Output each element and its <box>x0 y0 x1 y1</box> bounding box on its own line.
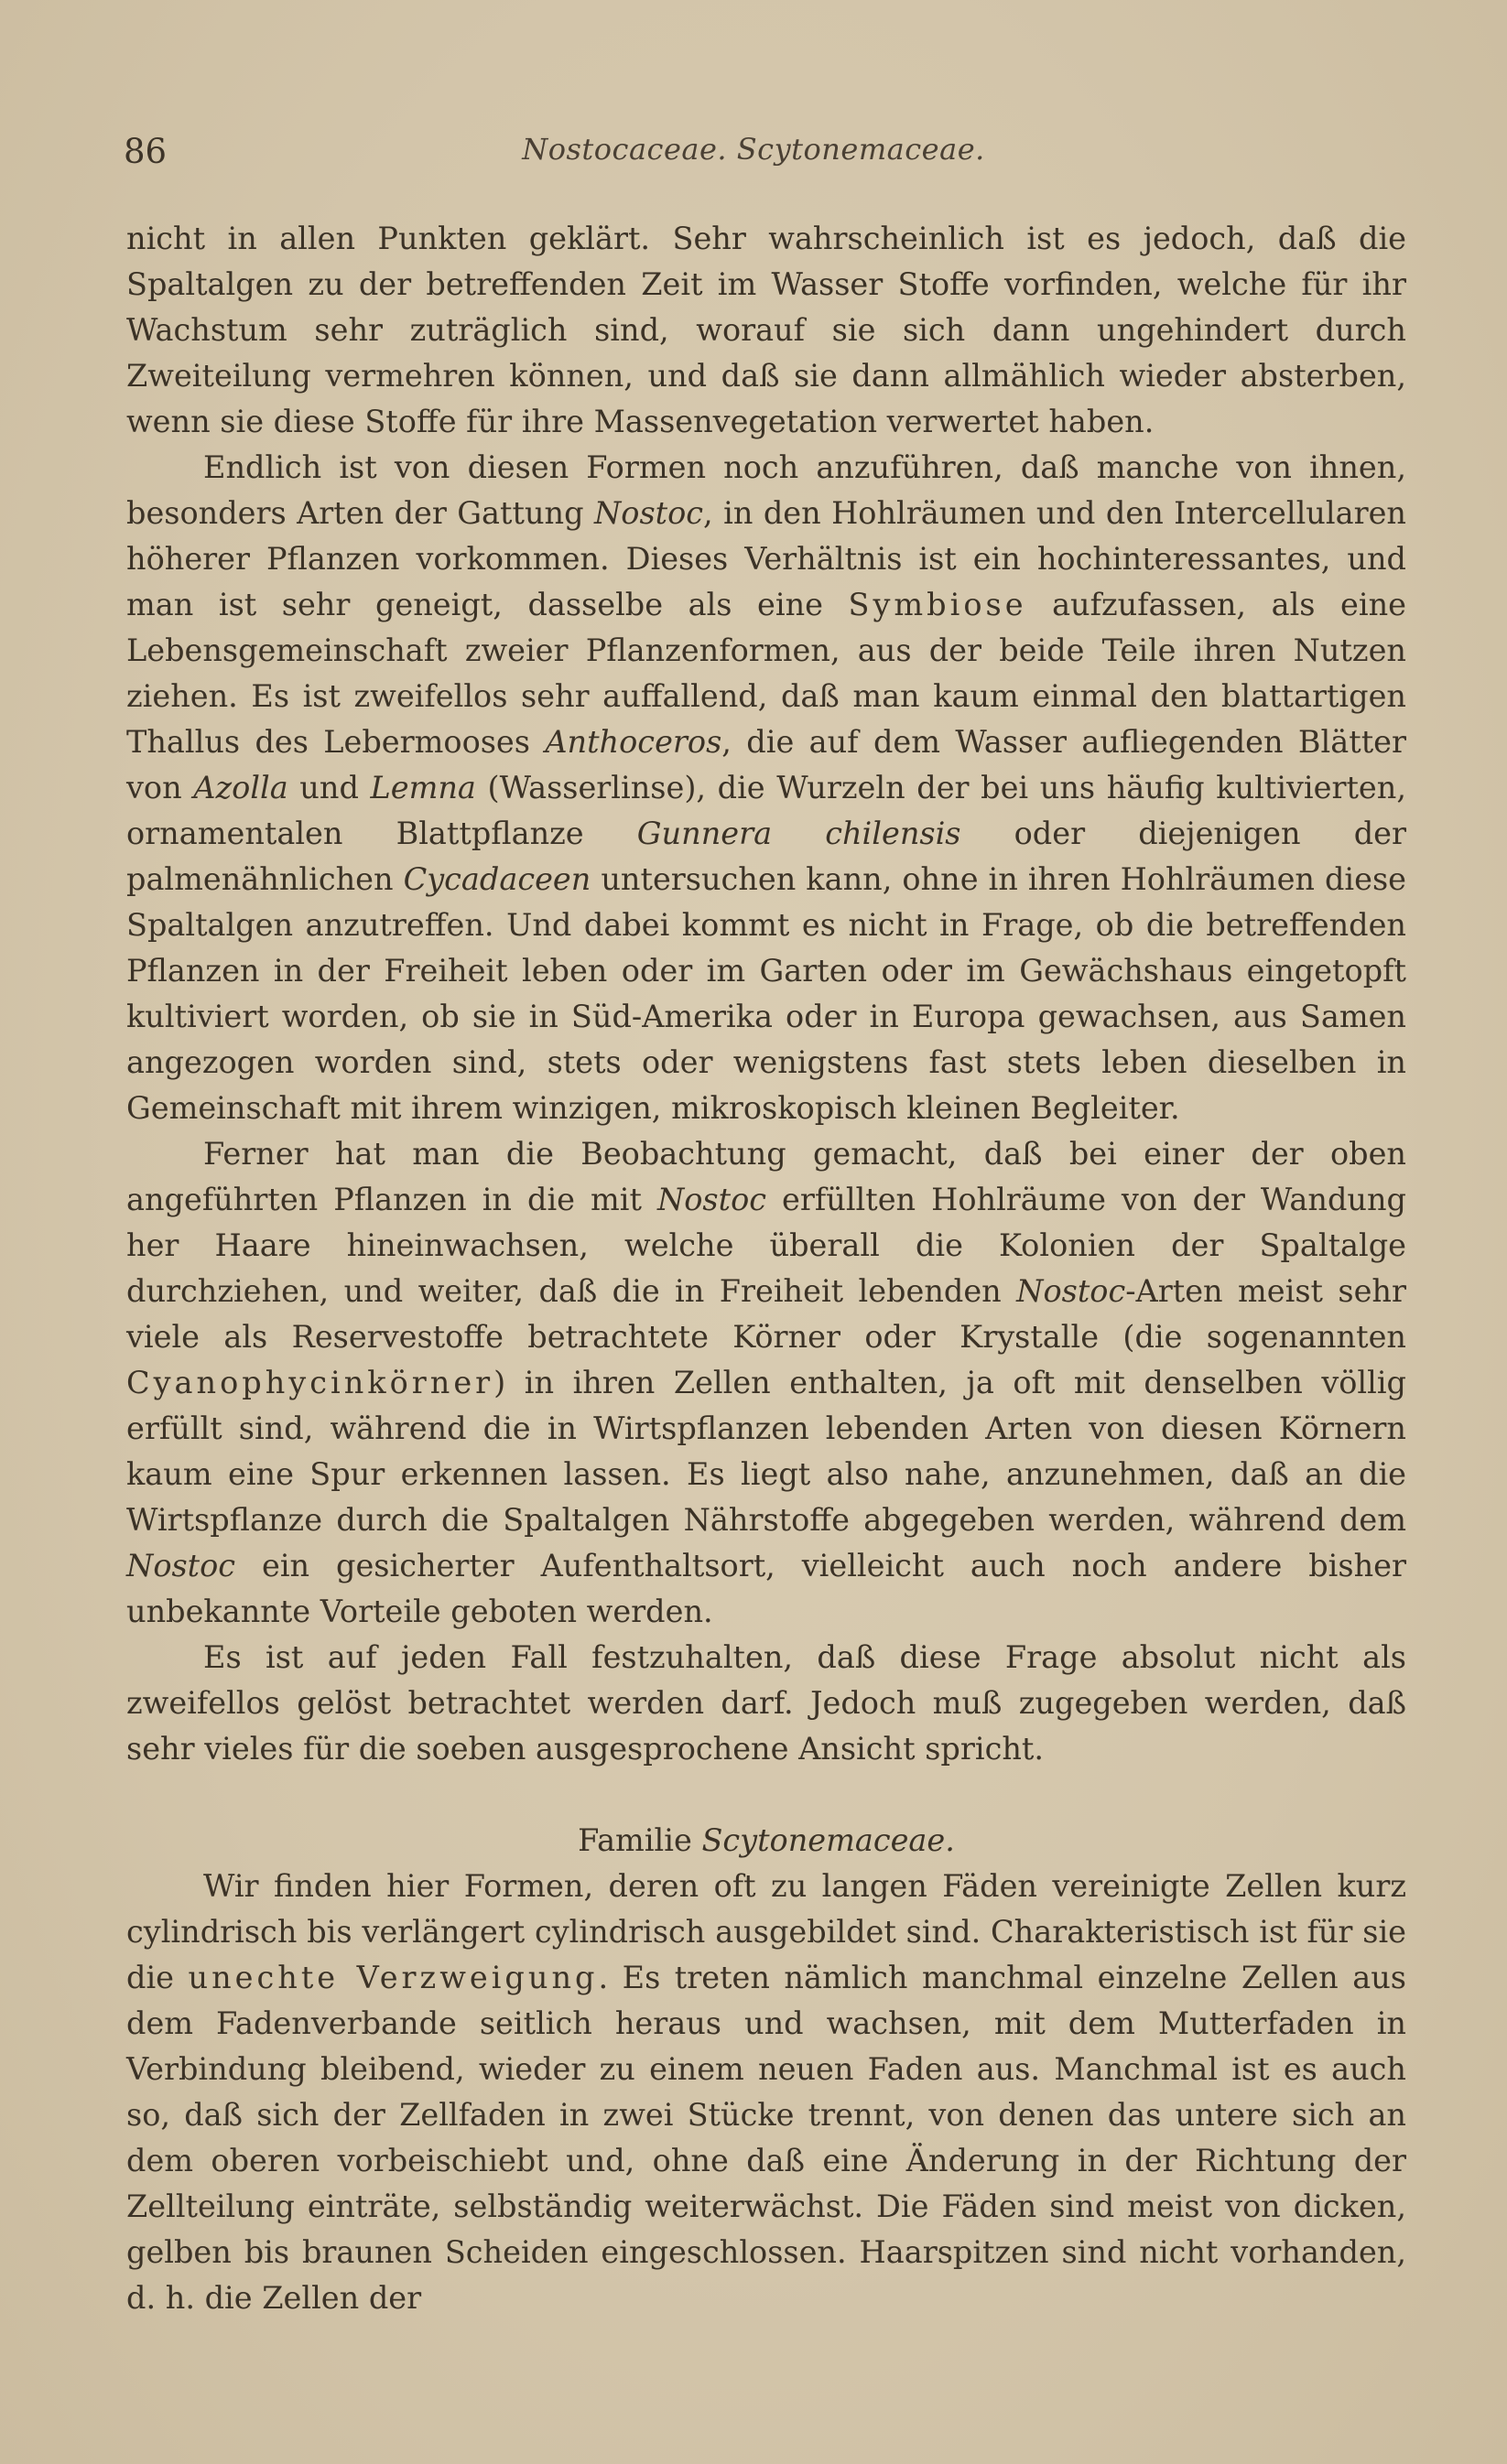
text-run: -Arten meist sehr viele als Reservestoffe betrachtete Körner oder Krystalle (die sogenannten <box>126 1273 1406 1355</box>
italic-term: Lemna <box>370 770 476 805</box>
text-run: nicht in allen Punkten geklärt. Sehr wahrscheinlich ist es jedoch, daß die Spaltalgen zu der betreffenden Zeit im Wasser Stoffe vorfinden, welche für ihr Wachstum sehr zuträglich sind, worauf sie sich dann ungehindert durch Zweiteilung vermehren können, und daß sie dann allmählich wieder absterben, wenn sie diese Stoffe für ihre Massenvegetation verwertet haben. <box>126 221 1406 439</box>
section-heading-name: Scytonemaceae. <box>701 1822 955 1858</box>
italic-term: Cycadaceen <box>403 861 591 897</box>
running-head: Nostocaceae. Scytonemaceae. <box>522 132 985 167</box>
text-run: ein gesicherter Aufenthaltsort, vielleicht auch noch andere bisher unbekannte Vorteile geboten werden. <box>126 1548 1406 1629</box>
text-run: (Wasserlinse), die Wurzeln der bei uns häufig kultivierten, ornamentalen Blattpflanze <box>126 770 1406 851</box>
text-run: und <box>287 770 371 805</box>
spaced-term: Cyanophycinkörner <box>126 1365 494 1400</box>
paragraph <box>126 216 1406 445</box>
italic-term: Gunnera chilensis <box>636 816 961 851</box>
paragraph <box>126 445 1406 1131</box>
italic-term: Nostoc <box>656 1182 767 1217</box>
text-run: aufzufassen, als eine Lebensgemeinschaft zweier Pflanzenformen, aus der beide Teile ihren Nutzen ziehen. Es ist zweifellos sehr auffallend, daß man kaum einmal den blattartigen Thallus des Lebermooses <box>126 587 1406 760</box>
section-heading-prefix: Familie <box>578 1822 702 1858</box>
text-run: oder diejenigen der palmenähnlichen <box>126 816 1406 897</box>
body-text <box>126 216 1406 2321</box>
paragraph <box>126 1131 1406 1635</box>
text-run: Endlich ist von diesen Formen noch anzuführen, daß manche von ihnen, besonders Arten der Gattung <box>126 449 1406 531</box>
text-run: erfüllten Hohlräume von der Wandung her Haare hineinwachsen, welche überall die Kolonien der Spaltalge durchziehen, und weiter, daß die in Freiheit lebenden <box>126 1182 1406 1309</box>
italic-term: Anthoceros <box>545 724 722 760</box>
italic-term: Nostoc <box>1016 1273 1126 1309</box>
text-run: Es ist auf jeden Fall festzuhalten, daß diese Frage absolut nicht als zweifellos gelöst betrachtet werden darf. Jedoch muß zugegeben werden, daß sehr vieles für die soeben ausgesprochene Ansicht spricht. <box>126 1639 1406 1767</box>
spaced-term: unechte Verzweigung <box>188 1960 599 1995</box>
italic-term: Azolla <box>193 770 288 805</box>
paragraph <box>126 1864 1406 2321</box>
italic-term: Nostoc <box>126 1548 236 1583</box>
page-number: 86 <box>124 132 168 171</box>
text-run: Ferner hat man die Beobachtung gemacht, daß bei einer der oben angeführten Pflanzen in die mit <box>126 1136 1406 1217</box>
text-run: , in den Hohlräumen und den Intercellularen höherer Pflanzen vorkommen. Dieses Verhältnis ist ein hochinteressantes, und man ist sehr geneigt, dasselbe als eine <box>126 495 1406 622</box>
spaced-term: Symbiose <box>848 587 1027 622</box>
text-run: , die auf dem Wasser aufliegenden Blätter von <box>126 724 1406 805</box>
paragraph <box>126 1635 1406 1772</box>
text-run: ) in ihren Zellen enthalten, ja oft mit denselben völlig erfüllt sind, während die in Wirtspflanzen lebenden Arten von diesen Körnern kaum eine Spur erkennen lassen. Es liegt also nahe, anzunehmen, daß an die Wirtspflanze durch die Spaltalgen Nährstoffe abgegeben werden, während dem <box>126 1365 1406 1538</box>
section-heading <box>126 1818 1406 1864</box>
text-run: untersuchen kann, ohne in ihren Hohlräumen diese Spaltalgen anzutreffen. Und dabei kommt es nicht in Frage, ob die betreffenden Pflanzen in der Freiheit leben oder im Garten oder im Gewächshaus eingetopft kultiviert worden, ob sie in Süd-Amerika oder in Europa gewachsen, aus Samen angezogen worden sind, stets oder wenigstens fast stets leben dieselben in Gemeinschaft mit ihrem winzigen, mikroskopisch kleinen Begleiter. <box>126 861 1406 1126</box>
text-run: . Es treten nämlich manchmal einzelne Zellen aus dem Fadenverbande seitlich heraus und wachsen, mit dem Mutterfaden in Verbindung bleibend, wieder zu einem neuen Faden aus. Manchmal ist es auch so, daß sich der Zellfaden in zwei Stücke trennt, von denen das untere sich an dem oberen vorbeischiebt und, ohne daß eine Änderung in der Richtung der Zellteilung einträte, selbständig weiterwächst. Die Fäden sind meist von dicken, gelben bis braunen Scheiden eingeschlossen. Haarspitzen sind nicht vorhanden, d. h. die Zellen der <box>126 1960 1406 2316</box>
text-run: Wir finden hier Formen, deren oft zu langen Fäden vereinigte Zellen kurz cylindrisch bis verlängert cylindrisch ausgebildet sind. Charakteristisch ist für sie die <box>126 1868 1406 1995</box>
italic-term: Nostoc <box>593 495 704 531</box>
